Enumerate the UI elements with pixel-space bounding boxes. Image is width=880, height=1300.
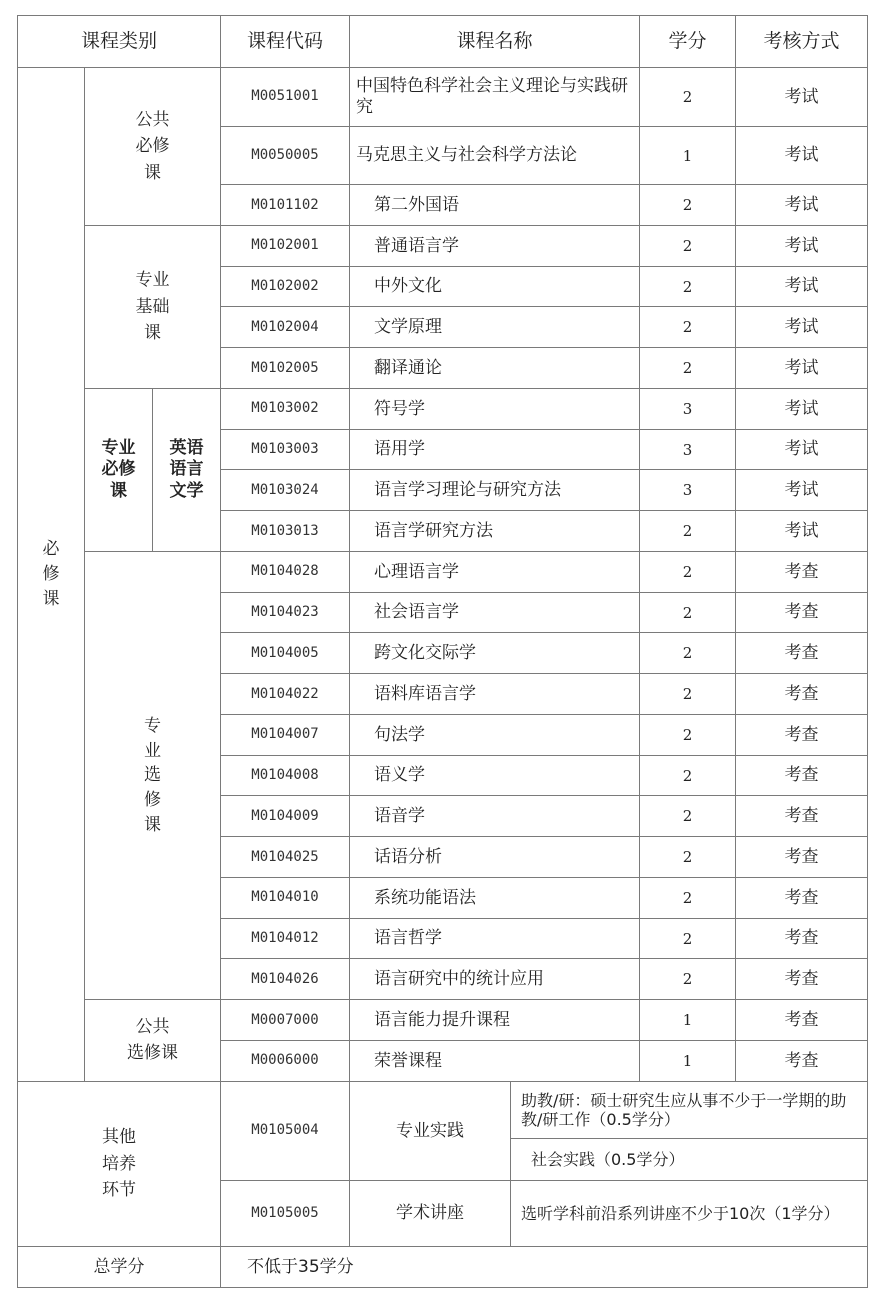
- course-assessment: 考试: [736, 511, 868, 552]
- group-public-elective-line: 选修课: [127, 1043, 178, 1064]
- course-code: M0006000: [221, 1040, 350, 1081]
- course-credits: 2: [640, 511, 736, 552]
- table-row: [18, 551, 868, 592]
- course-code: M0104009: [221, 796, 350, 837]
- course-assessment: 考查: [736, 551, 868, 592]
- course-credits: 2: [640, 796, 736, 837]
- group-major-required-sub-line: 文学: [169, 480, 204, 501]
- course-code: M0050005: [221, 126, 350, 185]
- course-credits: 1: [640, 1000, 736, 1041]
- course-assessment: 考查: [736, 959, 868, 1000]
- other-note: 助教/研：硕士研究生应从事不少于一学期的助教/研工作（0.5学分）: [511, 1081, 868, 1138]
- course-name: 翻译通论: [350, 348, 640, 389]
- course-assessment: 考试: [736, 225, 868, 266]
- course-name: 系统功能语法: [350, 877, 640, 918]
- total-value: 不低于35学分: [221, 1246, 868, 1287]
- group-public-elective: [85, 1000, 221, 1082]
- course-code: M0102005: [221, 348, 350, 389]
- other-code: M0105005: [221, 1180, 350, 1246]
- other-note: 选听学科前沿系列讲座不少于10次（1学分）: [511, 1180, 868, 1246]
- group-major-elective-line: 课: [144, 814, 161, 835]
- course-name: 语用学: [350, 429, 640, 470]
- group-major-elective-line: 选: [144, 765, 161, 786]
- group-major-basic-line: 专业: [135, 270, 170, 291]
- course-code: M0104010: [221, 877, 350, 918]
- course-name: 语言哲学: [350, 918, 640, 959]
- group-major-basic: [85, 225, 221, 388]
- course-assessment: 考查: [736, 1040, 868, 1081]
- course-assessment: 考查: [736, 592, 868, 633]
- course-assessment: 考试: [736, 348, 868, 389]
- course-code: M0104028: [221, 551, 350, 592]
- course-assessment: 考查: [736, 918, 868, 959]
- course-name: 语音学: [350, 796, 640, 837]
- course-name: 语言学习理论与研究方法: [350, 470, 640, 511]
- course-code: M0104007: [221, 714, 350, 755]
- course-credits: 2: [640, 68, 736, 127]
- course-credits: 2: [640, 307, 736, 348]
- course-assessment: 考查: [736, 1000, 868, 1041]
- other-note: 社会实践（0.5学分）: [511, 1138, 868, 1180]
- header-category: 课程类别: [18, 16, 221, 68]
- course-name: 符号学: [350, 388, 640, 429]
- course-code: M0051001: [221, 68, 350, 127]
- course-credits: 2: [640, 877, 736, 918]
- group-public-elective-line: 公共: [135, 1017, 170, 1038]
- course-code: M0103002: [221, 388, 350, 429]
- group-major-basic-line: 课: [144, 323, 161, 344]
- table-row: [18, 388, 868, 429]
- course-code: M0102004: [221, 307, 350, 348]
- course-code: M0007000: [221, 1000, 350, 1041]
- course-code: M0103013: [221, 511, 350, 552]
- course-assessment: 考查: [736, 755, 868, 796]
- course-code: M0104023: [221, 592, 350, 633]
- group-required: [18, 68, 85, 1082]
- group-major-required-line: 专业: [101, 438, 136, 459]
- group-public-required-line: 公共: [135, 109, 170, 130]
- course-assessment: 考查: [736, 796, 868, 837]
- group-required-line: 必: [42, 539, 60, 560]
- group-other: [18, 1081, 221, 1246]
- course-code: M0103024: [221, 470, 350, 511]
- header-name: 课程名称: [350, 16, 640, 68]
- group-public-required: [85, 68, 221, 226]
- group-other-line: 培养: [102, 1153, 136, 1174]
- course-name: 语言能力提升课程: [350, 1000, 640, 1041]
- course-name: 马克思主义与社会科学方法论: [350, 126, 640, 185]
- course-assessment: 考查: [736, 674, 868, 715]
- course-assessment: 考试: [736, 429, 868, 470]
- other-code: M0105004: [221, 1081, 350, 1180]
- other-name: 学术讲座: [350, 1180, 511, 1246]
- group-major-required-sub-line: 语言: [169, 459, 204, 480]
- other-name: 专业实践: [350, 1081, 511, 1180]
- course-name: 语言学研究方法: [350, 511, 640, 552]
- course-name: 句法学: [350, 714, 640, 755]
- course-code: M0103003: [221, 429, 350, 470]
- total-row: [18, 1246, 868, 1287]
- course-code: M0101102: [221, 185, 350, 226]
- course-credits: 2: [640, 755, 736, 796]
- course-name: 语料库语言学: [350, 674, 640, 715]
- table-row: [18, 225, 868, 266]
- course-credits: 2: [640, 266, 736, 307]
- group-other-line: 其他: [102, 1127, 136, 1148]
- group-other-line: 环节: [102, 1179, 136, 1200]
- course-code: M0104005: [221, 633, 350, 674]
- course-credits: 2: [640, 918, 736, 959]
- course-name: 中外文化: [350, 266, 640, 307]
- course-name: 普通语言学: [350, 225, 640, 266]
- table-row: [18, 68, 868, 127]
- course-code: M0104022: [221, 674, 350, 715]
- course-assessment: 考查: [736, 714, 868, 755]
- group-public-required-line: 必修: [135, 136, 170, 157]
- group-major-elective-line: 专: [144, 715, 161, 736]
- course-assessment: 考试: [736, 185, 868, 226]
- course-credits: 2: [640, 592, 736, 633]
- course-credits: 2: [640, 551, 736, 592]
- course-credits: 3: [640, 470, 736, 511]
- course-assessment: 考查: [736, 837, 868, 878]
- group-required-line: 修: [42, 564, 60, 585]
- group-major-elective: [85, 551, 221, 999]
- course-name: 心理语言学: [350, 551, 640, 592]
- course-assessment: 考试: [736, 68, 868, 127]
- header-credits: 学分: [640, 16, 736, 68]
- course-credits: 3: [640, 388, 736, 429]
- course-name: 跨文化交际学: [350, 633, 640, 674]
- course-credits: 2: [640, 959, 736, 1000]
- course-code: M0102002: [221, 266, 350, 307]
- course-code: M0102001: [221, 225, 350, 266]
- course-assessment: 考试: [736, 388, 868, 429]
- course-table: [17, 15, 868, 1288]
- other-row: [18, 1081, 868, 1138]
- group-major-required-line: 必修: [101, 459, 136, 480]
- total-label: 总学分: [18, 1246, 221, 1287]
- group-major-required-sub: [153, 388, 221, 551]
- header-code: 课程代码: [221, 16, 350, 68]
- course-name: 中国特色科学社会主义理论与实践研究: [350, 68, 640, 127]
- group-public-required-line: 课: [144, 162, 161, 183]
- course-code: M0104012: [221, 918, 350, 959]
- course-code: M0104025: [221, 837, 350, 878]
- course-name: 文学原理: [350, 307, 640, 348]
- course-assessment: 考试: [736, 126, 868, 185]
- course-assessment: 考试: [736, 266, 868, 307]
- course-credits: 2: [640, 714, 736, 755]
- course-credits: 1: [640, 126, 736, 185]
- group-major-basic-line: 基础: [135, 296, 170, 317]
- course-assessment: 考查: [736, 633, 868, 674]
- course-credits: 3: [640, 429, 736, 470]
- course-credits: 2: [640, 225, 736, 266]
- course-name: 第二外国语: [350, 185, 640, 226]
- group-required-line: 课: [42, 588, 60, 609]
- group-major-elective-line: 业: [144, 740, 161, 761]
- course-name: 语义学: [350, 755, 640, 796]
- course-name: 话语分析: [350, 837, 640, 878]
- header-row: [18, 16, 868, 68]
- table-row: [18, 1000, 868, 1041]
- course-assessment: 考试: [736, 307, 868, 348]
- group-major-required-line: 课: [110, 480, 127, 501]
- course-name: 荣誉课程: [350, 1040, 640, 1081]
- header-assessment: 考核方式: [736, 16, 868, 68]
- course-credits: 2: [640, 348, 736, 389]
- course-credits: 1: [640, 1040, 736, 1081]
- course-credits: 2: [640, 674, 736, 715]
- course-assessment: 考查: [736, 877, 868, 918]
- group-major-required: [85, 388, 153, 551]
- course-assessment: 考试: [736, 470, 868, 511]
- group-major-elective-line: 修: [144, 789, 161, 810]
- course-name: 语言研究中的统计应用: [350, 959, 640, 1000]
- course-name: 社会语言学: [350, 592, 640, 633]
- course-credits: 2: [640, 633, 736, 674]
- course-code: M0104008: [221, 755, 350, 796]
- course-credits: 2: [640, 185, 736, 226]
- course-code: M0104026: [221, 959, 350, 1000]
- group-major-required-sub-line: 英语: [169, 438, 204, 459]
- course-credits: 2: [640, 837, 736, 878]
